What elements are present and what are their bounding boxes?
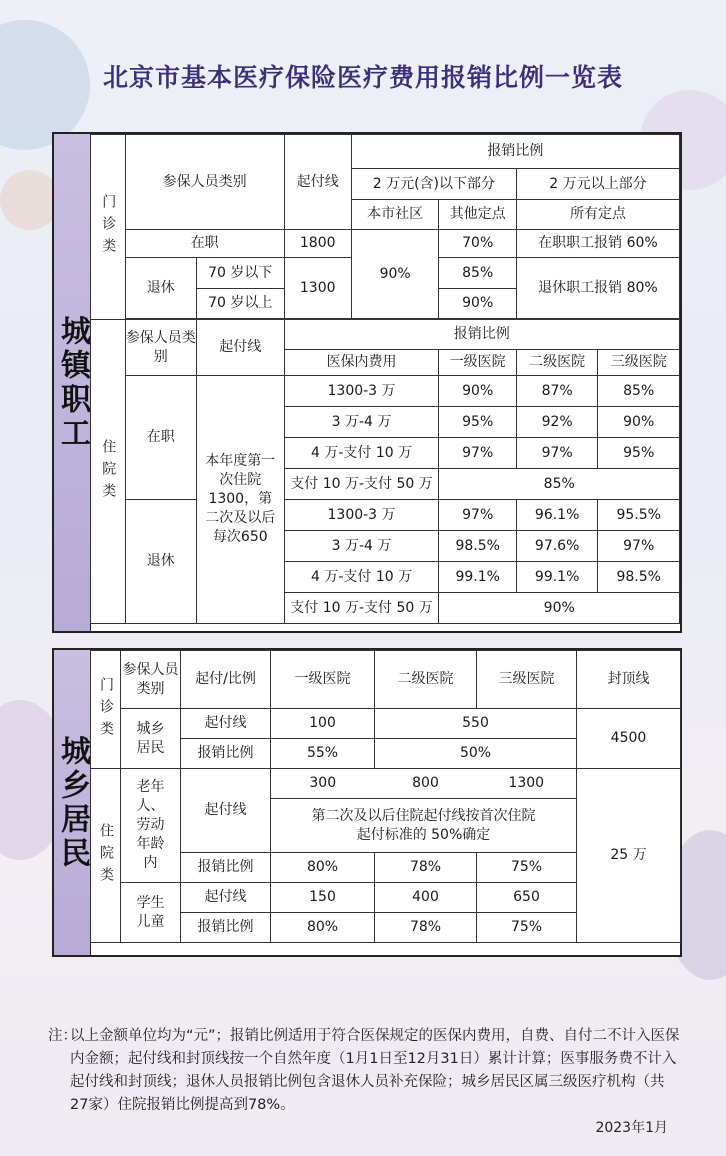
ratio-label: 报销比例 <box>181 739 271 769</box>
retired-label: 退休 <box>125 258 196 319</box>
rural-outpatient-cap: 4500 <box>577 709 681 769</box>
rate-level3: 97% <box>598 531 680 562</box>
cost-range: 3 万-4 万 <box>284 407 439 438</box>
rural-inpatient-deductible-l1: 300 <box>271 769 375 799</box>
ratio-label: 报销比例 <box>181 853 271 883</box>
page-title: 北京市基本医疗保险医疗费用报销比例一览表 <box>102 63 623 92</box>
deductible-label: 起付线 <box>181 883 271 913</box>
rate-level3: 95.5% <box>598 500 680 531</box>
header-below-20k: 2 万元(含)以下部分 <box>351 169 516 200</box>
cost-range: 4 万-支付 10 万 <box>284 438 439 469</box>
rate-all-levels: 90% <box>439 593 680 624</box>
rural-elderly-group: 老年人、劳动年龄内 <box>121 769 181 883</box>
inpatient-header-ratio: 报销比例 <box>284 320 679 350</box>
retired-above-rate: 退休职工报销 80% <box>516 258 679 319</box>
inpatient-deductible-text: 本年度第一次住院1300，第二次及以后每次650 <box>196 376 284 624</box>
retired-under70: 70 岁以下 <box>196 258 284 289</box>
cost-range: 1300-3 万 <box>284 376 439 407</box>
rate-level1: 99.1% <box>439 562 516 593</box>
retired-over70: 70 岁以上 <box>196 289 284 319</box>
rural-student-group: 学生儿童 <box>121 883 181 943</box>
rural-outpatient-deductible-l23: 550 <box>375 709 577 739</box>
rate-level2: 87% <box>516 376 598 407</box>
retired-under70-rate: 85% <box>439 258 516 289</box>
rate-level1: 97% <box>439 438 516 469</box>
rural-second-admission-note: 第二次及以后住院起付线按首次住院起付标准的 50%确定 <box>271 799 577 853</box>
rural-header-level2: 二级医院 <box>375 651 477 709</box>
rural-outpatient-deductible-l1: 100 <box>271 709 375 739</box>
rural-header-level1: 一级医院 <box>271 651 375 709</box>
header-ratio: 报销比例 <box>351 135 679 169</box>
header-cost-range: 医保内费用 <box>284 350 439 376</box>
rural-header-category: 参保人员类别 <box>121 651 181 709</box>
header-community: 本市社区 <box>351 200 439 230</box>
urban-side-label: 城镇职工 <box>54 134 91 631</box>
header-above-20k: 2 万元以上部分 <box>516 169 679 200</box>
rate-level1: 95% <box>439 407 516 438</box>
background-blossom <box>0 170 60 230</box>
footnote-label: 注： <box>48 1028 77 1044</box>
rate-all-levels: 85% <box>439 469 680 500</box>
cost-range: 3 万-4 万 <box>284 531 439 562</box>
rate-level3: 98.5% <box>598 562 680 593</box>
retired-deductible: 1300 <box>284 258 351 319</box>
header-deductible: 起付线 <box>284 135 351 230</box>
rural-outpatient-ratio-l23: 50% <box>375 739 577 769</box>
rural-inpatient-cap: 25 万 <box>577 769 681 943</box>
rural-student-ratio-l2: 78% <box>375 913 477 943</box>
issue-date: 2023年1月 <box>595 1120 668 1136</box>
rural-header-cap: 封顶线 <box>577 651 681 709</box>
inpatient-section-label: 住院类 <box>91 320 126 624</box>
employed-deductible: 1800 <box>284 230 351 258</box>
rural-inpatient-ratio-l1: 80% <box>271 853 375 883</box>
rural-student-ratio-l1: 80% <box>271 913 375 943</box>
rate-level1: 98.5% <box>439 531 516 562</box>
rate-level1: 90% <box>439 376 516 407</box>
rate-level1: 97% <box>439 500 516 531</box>
community-rate: 90% <box>351 230 439 319</box>
rural-inpatient-section-label: 住院类 <box>91 769 121 943</box>
footnote-text: 以上金额单位均为“元”；报销比例适用于符合医保规定的医保内费用，自费、自付二不计入医保内金额；起付线和封顶线按一个自然年度（1月1日至12月31日）累计计算；医事服务费不计入起付线和封顶线；退休人员报销比例包含退休人员补充保险；城乡居民区属三级医疗机构（共27家）住院报销比例提高到78%。 <box>70 1028 680 1113</box>
ratio-label: 报销比例 <box>181 913 271 943</box>
rural-student-deductible-l2: 400 <box>375 883 477 913</box>
urban-table <box>90 134 680 624</box>
header-level2: 二级医院 <box>516 350 598 376</box>
rural-inpatient-deductible-l2: 800 <box>375 769 477 799</box>
rate-level2: 97% <box>516 438 598 469</box>
inpatient-employed-label: 在职 <box>125 376 196 500</box>
rate-level2: 92% <box>516 407 598 438</box>
inpatient-retired-label: 退休 <box>125 500 196 624</box>
rural-inpatient-ratio-l3: 75% <box>477 853 577 883</box>
footnote <box>48 1025 682 1117</box>
rural-inpatient-ratio-l2: 78% <box>375 853 477 883</box>
rural-side-label: 城乡居民 <box>54 650 91 955</box>
rate-level2: 96.1% <box>516 500 598 531</box>
employed-other-rate: 70% <box>439 230 516 258</box>
header-category: 参保人员类别 <box>125 135 284 230</box>
header-other: 其他定点 <box>439 200 516 230</box>
inpatient-header-category: 参保人员类别 <box>125 320 196 376</box>
outpatient-section-label: 门诊类 <box>91 135 126 320</box>
urban-employee-panel <box>52 132 682 633</box>
rural-student-ratio-l3: 75% <box>477 913 577 943</box>
retired-over70-rate: 90% <box>439 289 516 319</box>
header-all: 所有定点 <box>516 200 679 230</box>
header-level3: 三级医院 <box>598 350 680 376</box>
rate-level3: 90% <box>598 407 680 438</box>
rural-outpatient-group: 城乡居民 <box>121 709 181 769</box>
rural-header-deductible-ratio: 起付/比例 <box>181 651 271 709</box>
rate-level3: 85% <box>598 376 680 407</box>
rural-resident-panel <box>52 648 682 957</box>
cost-range-top: 支付 10 万-支付 50 万 <box>284 593 439 624</box>
rate-level2: 97.6% <box>516 531 598 562</box>
rural-inpatient-deductible-l3: 1300 <box>477 769 577 799</box>
rural-student-deductible-l3: 650 <box>477 883 577 913</box>
rural-student-deductible-l1: 150 <box>271 883 375 913</box>
employed-label: 在职 <box>125 230 284 258</box>
cost-range: 1300-3 万 <box>284 500 439 531</box>
employed-above-rate: 在职职工报销 60% <box>516 230 679 258</box>
deductible-label: 起付线 <box>181 709 271 739</box>
inpatient-header-deductible: 起付线 <box>196 320 284 376</box>
deductible-label: 起付线 <box>181 769 271 853</box>
rural-outpatient-ratio-l1: 55% <box>271 739 375 769</box>
rural-header-level3: 三级医院 <box>477 651 577 709</box>
rate-level2: 99.1% <box>516 562 598 593</box>
header-level1: 一级医院 <box>439 350 516 376</box>
rural-outpatient-section-label: 门诊类 <box>91 651 121 769</box>
rural-table <box>90 650 681 943</box>
cost-range: 4 万-支付 10 万 <box>284 562 439 593</box>
cost-range-top: 支付 10 万-支付 50 万 <box>284 469 439 500</box>
rate-level3: 95% <box>598 438 680 469</box>
